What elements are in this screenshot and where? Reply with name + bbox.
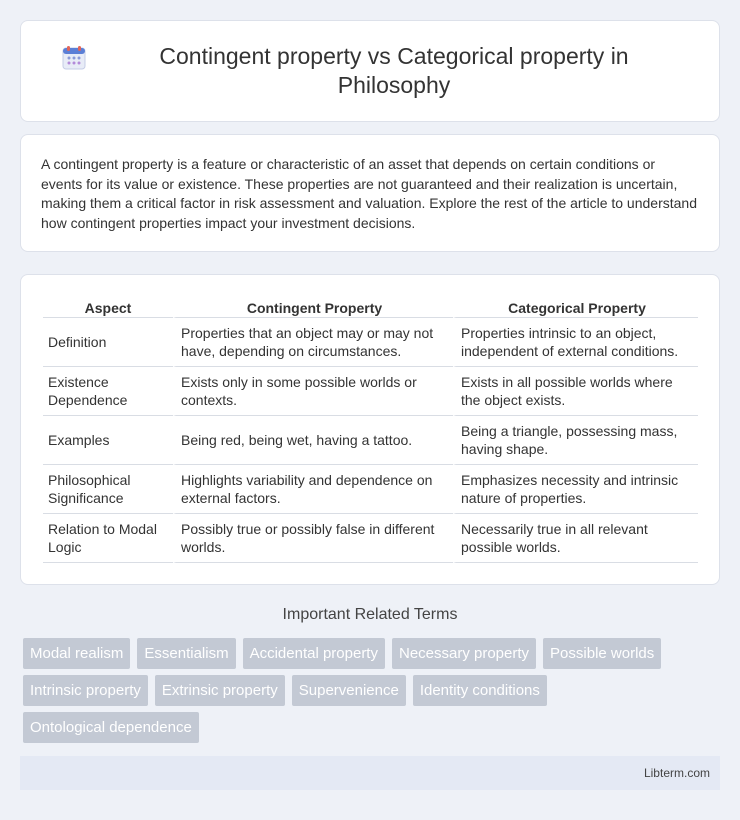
table-cell: Relation to Modal Logic (43, 514, 173, 563)
table-cell: Emphasizes necessity and intrinsic nature of properties. (453, 465, 698, 514)
tag-identity-conditions[interactable]: Identity conditions (413, 675, 547, 706)
intro-paragraph: A contingent property is a feature or characteristic of an asset that depends on certain conditions or events for its value or existence. These properties are not guaranteed and their realization is uncertain, making them a critical factor in risk assessment and valuation. Explore the rest of the article to understand how contingent properties impact your investment decisions. (41, 156, 697, 231)
column-header-categorical: Categorical Property (453, 297, 698, 318)
table-cell: Definition (43, 318, 173, 367)
comparison-table (43, 297, 698, 563)
tag-intrinsic-property[interactable]: Intrinsic property (23, 675, 148, 706)
tag-supervenience[interactable]: Supervenience (292, 675, 406, 706)
table-cell: Exists in all possible worlds where the object exists. (453, 367, 698, 416)
table-row (43, 318, 698, 367)
column-header-aspect: Aspect (43, 297, 173, 318)
column-header-contingent: Contingent Property (173, 297, 453, 318)
tag-possible-worlds[interactable]: Possible worlds (543, 638, 661, 669)
tag-accidental-property[interactable]: Accidental property (243, 638, 385, 669)
footer (20, 756, 720, 790)
table-cell: Examples (43, 416, 173, 465)
table-cell: Philosophical Significance (43, 465, 173, 514)
calendar-icon (61, 45, 87, 71)
table-cell: Exists only in some possible worlds or contexts. (173, 367, 453, 416)
footer-site-link[interactable]: Libterm.com (643, 766, 710, 780)
tag-necessary-property[interactable]: Necessary property (392, 638, 536, 669)
tag-ontological-dependence[interactable]: Ontological dependence (23, 712, 199, 743)
tag-essentialism[interactable]: Essentialism (137, 638, 235, 669)
comparison-card (20, 274, 720, 585)
table-cell: Necessarily true in all relevant possible worlds. (453, 514, 698, 563)
related-terms-list (23, 638, 723, 749)
table-cell: Existence Dependence (43, 367, 173, 416)
table-row (43, 514, 698, 563)
table-cell: Highlights variability and dependence on external factors. (173, 465, 453, 514)
tag-extrinsic-property[interactable]: Extrinsic property (155, 675, 285, 706)
table-header-row (43, 297, 698, 318)
table-cell: Being red, being wet, having a tattoo. (173, 416, 453, 465)
table-row (43, 367, 698, 416)
table-cell: Being a triangle, possessing mass, having shape. (453, 416, 698, 465)
related-terms-heading: Important Related Terms (282, 606, 458, 623)
table-row (43, 465, 698, 514)
table-cell: Properties that an object may or may not have, depending on circumstances. (173, 318, 453, 367)
table-cell: Properties intrinsic to an object, independent of external conditions. (453, 318, 698, 367)
table-row (43, 416, 698, 465)
header-card (20, 20, 720, 122)
intro-card (20, 134, 720, 252)
page-title: Contingent property vs Categorical property in Philosophy (159, 43, 629, 98)
tag-modal-realism[interactable]: Modal realism (23, 638, 130, 669)
table-cell: Possibly true or possibly false in different worlds. (173, 514, 453, 563)
